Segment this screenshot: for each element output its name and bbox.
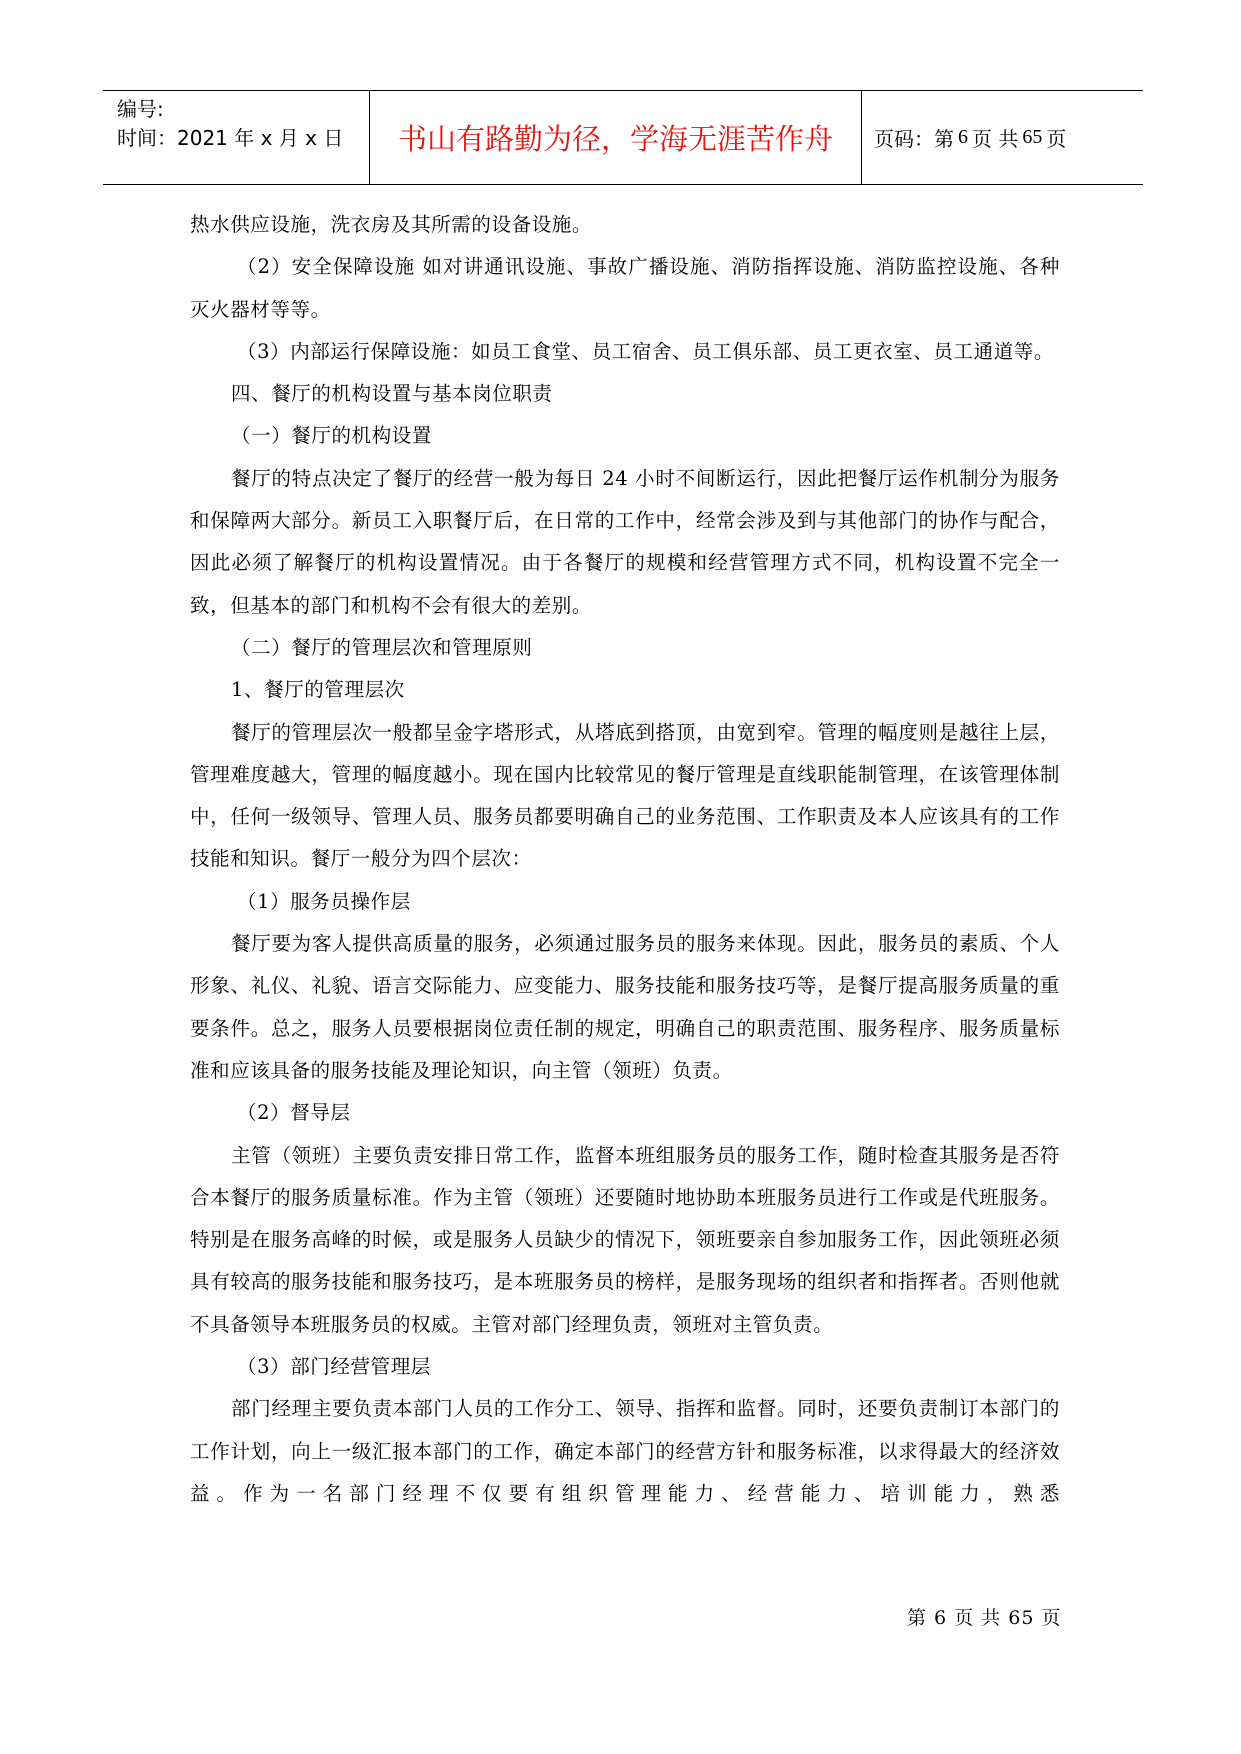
body-paragraph: 热水供应设施，洗衣房及其所需的设备设施。 [190,213,593,236]
page-prefix: 页码：第 [874,127,954,151]
document-time: 时间：2021 年 x 月 x 日 [117,126,344,150]
page-total: 65 [1022,126,1043,148]
page-footer: 第 6 页 共 65 页 [907,1607,1062,1629]
page-current: 6 [958,126,968,148]
header-divider-right [861,91,862,184]
body-paragraph: 餐厅的特点决定了餐厅的经营一般为每日 24 小时不间断运行，因此把餐厅运作机制分为服务和保障两大部分。新员工入职餐厅后，在日常的工作中，经常会涉及到与其他部门的协作与配合，因此必须了解餐厅的机构设置情况。由于各餐厅的规模和经营管理方式不同，机构设置不完全一致，但基本的部门和机构不会有很大的差别。 [190,466,1060,617]
page-mid: 页 共 [972,127,1019,151]
header-page-number [874,91,1066,184]
body-paragraph: （3）内部运行保障设施：如员工食堂、员工宿舍、员工俱乐部、员工更衣室、员工通道等。 [237,339,1055,363]
body-paragraph: 1、餐厅的管理层次 [231,678,405,702]
page-suffix: 页 [1046,127,1067,151]
body-paragraph: 餐厅要为客人提供高质量的服务，必须通过服务员的服务来体现。因此，服务员的素质、个人形象、礼仪、礼貌、语言交际能力、应变能力、服务技能和服务技巧等，是餐厅提高服务质量的重要条件。总之，服务人员要根据岗位责任制的规定，明确自己的职责范围、服务程序、服务质量标准和应该具备的服务技能及理论知识，向主管（领班）负责。 [190,932,1060,1082]
body-paragraph: （3）部门经营管理层 [237,1355,431,1379]
body-paragraph: （一）餐厅的机构设置 [231,424,433,448]
document-number-label: 编号: [117,97,164,121]
header-left-cell [117,95,367,153]
page-header [103,90,1143,185]
body-paragraph: 部门经理主要负责本部门人员的工作分工、领导、指挥和监督。同时，还要负责制订本部门的工作计划，向上一级汇报本部门的工作，确定本部门的经营方针和服务标准，以求得最大的经济效益。作为一名部门经理不仅要有组织管理能力、经营能力、培训能力，熟悉 [190,1397,1060,1505]
body-paragraph: （1）服务员操作层 [237,889,411,913]
body-paragraph: （2）安全保障设施 如对讲通讯设施、事故广播设施、消防指挥设施、消防监控设施、各种灭火器材等等。 [190,255,1060,321]
body-paragraph: （2）督导层 [237,1101,351,1125]
body-paragraph: 四、餐厅的机构设置与基本岗位职责 [231,382,553,406]
header-motto: 书山有路勤为径，学海无涯苦作舟 [397,122,833,156]
body-paragraph: 主管（领班）主要负责安排日常工作，监督本班组服务员的服务工作，随时检查其服务是否符合本餐厅的服务质量标准。作为主管（领班）还要随时地协助本班服务员进行工作或是代班服务。特别是在服务高峰的时候，或是服务人员缺少的情况下，领班要亲自参加服务工作，因此领班必须具有较高的服务技能和服务技巧，是本班服务员的榜样，是服务现场的组织者和指挥者。否则他就不具备领导本班服务员的权威。主管对部门经理负责，领班对主管负责。 [190,1143,1060,1336]
document-body [190,204,1060,1515]
body-paragraph: （二）餐厅的管理层次和管理原则 [231,635,533,659]
body-paragraph: 餐厅的管理层次一般都呈金字塔形式，从塔底到搭顶，由宽到窄。管理的幅度则是越往上层，管理难度越大，管理的幅度越小。现在国内比较常见的餐厅管理是直线职能制管理，在该管理体制中，任何一级领导、管理人员、服务员都要明确自己的业务范围、工作职责及本人应该具有的工作技能和知识。餐厅一般分为四个层次： [190,720,1060,871]
